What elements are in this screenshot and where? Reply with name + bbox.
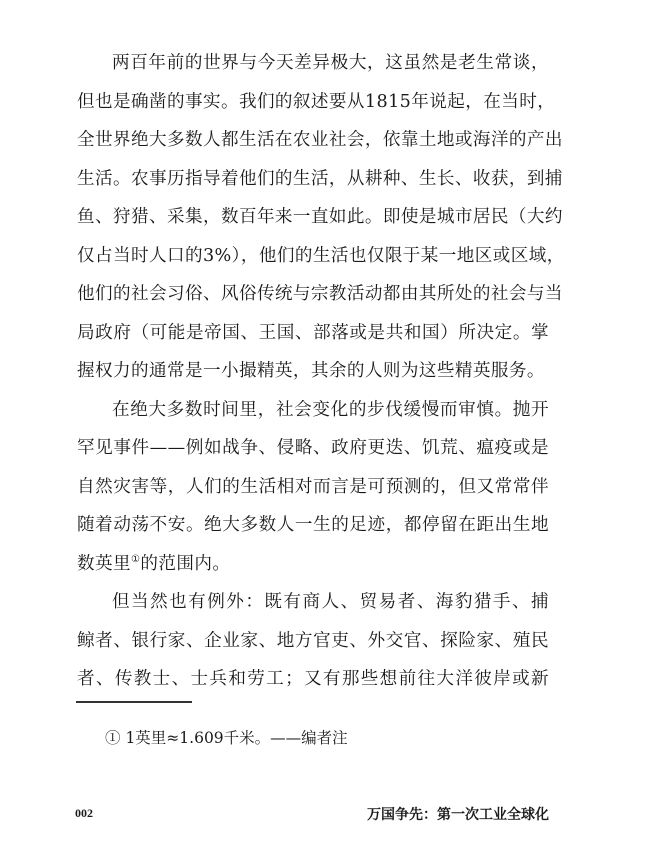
- text-line: 仅占当时人口的3%），他们的生活也仅限于某一地区或区域，: [77, 245, 565, 266]
- running-header-book-title: 万国争先：第一次工业全球化: [367, 807, 549, 823]
- text-line: 在绝大多数时间里，社会变化的步伐缓慢而审慎。抛开: [112, 399, 549, 420]
- text-line: 者、传教士、士兵和劳工；又有那些想前往大洋彼岸或新: [77, 669, 549, 689]
- footnote-reference[interactable]: ①: [130, 553, 141, 565]
- text-line: 但当然也有例外：既有商人、贸易者、海豹猎手、捕: [112, 592, 549, 612]
- text-line: 生活。农事历指导着他们的生活，从耕种、生长、收获，到捕: [77, 168, 563, 189]
- text-line: 随着动荡不安。绝大多数人一生的足迹，都停留在距出生地: [77, 515, 549, 535]
- text-line: 罕见事件——例如战争、侵略、政府更迭、饥荒、瘟疫或是: [77, 438, 549, 458]
- text-segment: 的范围内。: [140, 553, 231, 574]
- text-line: 全世界绝大多数人都生活在农业社会，依靠土地或海洋的产出: [77, 130, 563, 150]
- text-line: 自然灾害等，人们的生活相对而言是可预测的，但又常常伴: [77, 476, 549, 497]
- text-segment: 数英里: [77, 553, 131, 574]
- paragraph-2: [77, 391, 549, 584]
- page-number: 002: [75, 806, 93, 820]
- footnote: [105, 727, 348, 749]
- text-line: 他们的社会习俗、风俗传统与宗教活动都由其所处的社会与当: [77, 284, 563, 304]
- text-line: 局政府（可能是帝国、王国、部落或是共和国）所决定。掌: [77, 322, 549, 343]
- body-text: [77, 44, 565, 699]
- footnote-divider: [76, 701, 192, 703]
- paragraph-3: [77, 583, 549, 699]
- text-line: 鲸者、银行家、企业家、地方官吏、外交官、探险家、殖民: [77, 630, 549, 651]
- text-line: 握权力的通常是一小撮精英，其余的人则为这些精英服务。: [77, 361, 545, 381]
- text-line: 但也是确凿的事实。我们的叙述要从1815年说起，在当时，: [77, 91, 556, 112]
- text-line: [77, 545, 549, 584]
- footnote-text: 1英里≈1.609千米。——编者注: [120, 729, 348, 747]
- paragraph-1: [77, 44, 565, 391]
- text-line: 两百年前的世界与今天差异极大，这虽然是老生常谈，: [112, 53, 549, 73]
- text-line: 鱼、狩猎、采集，数百年来一直如此。即使是城市居民（大约: [77, 207, 563, 227]
- footnote-marker: ①: [105, 729, 121, 747]
